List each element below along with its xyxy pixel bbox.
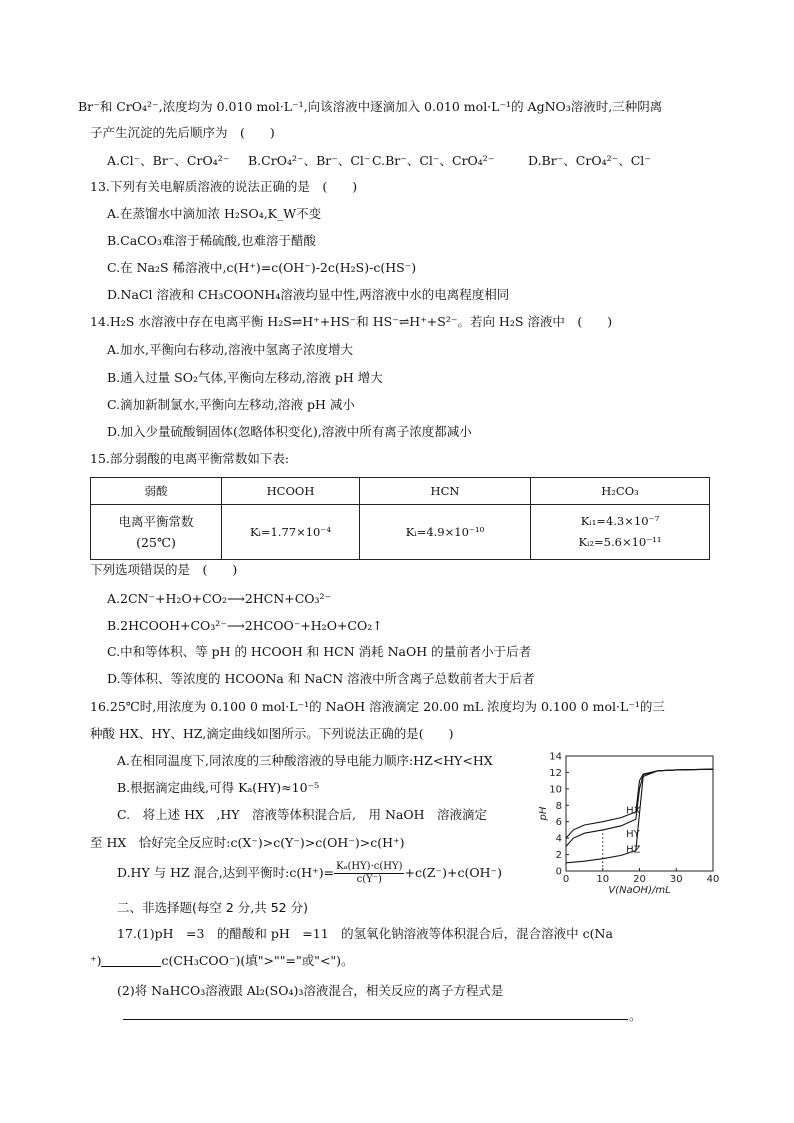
table-cell — [531, 505, 710, 560]
table-row — [91, 505, 710, 560]
q15-stem: 15.部分弱酸的电离平衡常数如下表: — [90, 451, 290, 466]
y-tick-label: 14 — [549, 751, 562, 763]
table-header-cell: HCN — [360, 478, 531, 505]
series-label-hz: HZ — [626, 844, 641, 856]
h2co3-k2: Kᵢ₂=5.6×10⁻¹¹ — [578, 535, 662, 549]
y-tick-label: 10 — [549, 784, 562, 796]
table-cell: Kᵢ=4.9×10⁻¹⁰ — [360, 505, 531, 560]
q13-option-b[interactable]: B.CaCO₃难溶于稀硫酸,也难溶于醋酸 — [107, 233, 316, 248]
q16-line1: 16.25℃时,用浓度为 0.100 0 mol·L⁻¹的 NaOH 溶液滴定 20.00 mL 浓度均为 0.100 0 mol·L⁻¹的三 — [90, 699, 665, 714]
series-line-hx — [566, 769, 713, 838]
ka-fraction — [334, 861, 404, 886]
q17-part1-lead: ⁺) — [90, 953, 102, 968]
q16-option-d[interactable] — [117, 858, 502, 888]
option-d-tail: +c(Z⁻)+c(OH⁻) — [404, 865, 502, 880]
table-header-cell: HCOOH — [222, 478, 360, 505]
q14-option-b[interactable]: B.通入过量 SO₂气体,平衡向左移动,溶液 pH 增大 — [107, 370, 383, 385]
q16-option-a[interactable]: A.在相同温度下,同浓度的三种酸溶液的导电能力顺序:HZ<HY<HX — [117, 753, 493, 768]
answer-line[interactable] — [123, 1019, 628, 1020]
fraction-numerator: Kₐ(HY)·c(HY) — [336, 861, 403, 872]
series-label-hy: HY — [626, 828, 640, 840]
q14-stem: 14.H₂S 水溶液中存在电离平衡 H₂S⇌H⁺+HS⁻和 HS⁻⇌H⁺+S²⁻。若向 H₂S 溶液中 ( ) — [90, 314, 613, 329]
y-tick-label: 6 — [555, 817, 562, 829]
section-2-title: 二、非选择题(每空 2 分,共 52 分) — [117, 900, 308, 915]
x-tick-label: 40 — [706, 874, 720, 885]
q12-option-a[interactable]: A.Cl⁻、Br⁻、CrO₄²⁻ — [107, 153, 230, 168]
q12-line1: Br⁻和 CrO₄²⁻,浓度均为 0.010 mol·L⁻¹,向该溶液中逐滴加入 0.010 mol·L⁻¹的 AgNO₃溶液时,三种阴离 — [78, 99, 663, 114]
fraction-denominator: c(Y⁻) — [356, 874, 382, 885]
q13-stem: 13.下列有关电解质溶液的说法正确的是 ( ) — [90, 179, 358, 194]
q12-option-b[interactable]: B.CrO₄²⁻、Br⁻、Cl⁻ — [248, 153, 371, 168]
titration-curve-chart — [536, 744, 726, 894]
q15-option-d[interactable]: D.等体积、等浓度的 HCOONa 和 NaCN 溶液中所含离子总数前者大于后者 — [107, 671, 535, 686]
q14-option-d[interactable]: D.加入少量硫酸铜固体(忽略体积变化),溶液中所有离子浓度都减小 — [107, 424, 472, 439]
q17-part2: (2)将 NaHCO₃溶液跟 Al₂(SO₄)₃溶液混合，相关反应的离子方程式是 — [117, 983, 504, 998]
x-tick-label: 20 — [633, 874, 646, 885]
row-label-line: (25℃) — [136, 535, 176, 550]
q12-option-d[interactable]: D.Br⁻、CrO₄²⁻、Cl⁻ — [528, 153, 651, 168]
series-label-hx: HX — [626, 805, 641, 817]
answer-blank[interactable] — [101, 952, 161, 967]
q17-part2-end: 。 — [629, 1008, 642, 1023]
q16-line2: 种酸 HX、HY、HZ,滴定曲线如图所示。下列说法正确的是( ) — [90, 726, 454, 741]
q15-prompt: 下列选项错误的是 ( ) — [90, 562, 238, 577]
q16-option-c-cont: 至 HX 恰好完全反应时:c(X⁻)>c(Y⁻)>c(OH⁻)>c(H⁺) — [90, 835, 405, 850]
x-tick-label: 10 — [596, 874, 610, 885]
q14-option-c[interactable]: C.滴加新制氯水,平衡向左移动,溶液 pH 减小 — [107, 397, 355, 412]
q17-part1-tail: c(CH₃COO⁻)(填">""="或"<")。 — [161, 953, 354, 968]
table-header-row — [91, 478, 710, 505]
dissociation-constant-table — [90, 477, 710, 560]
q15-option-b[interactable]: B.2HCOOH+CO₃²⁻⟶2HCOO⁻+H₂O+CO₂↑ — [107, 618, 383, 633]
row-label-line: 电离平衡常数 — [118, 514, 194, 529]
q13-option-c[interactable]: C.在 Na₂S 稀溶液中,c(H⁺)=c(OH⁻)-2c(H₂S)-c(HS⁻) — [107, 260, 417, 275]
y-tick-label: 2 — [555, 850, 562, 862]
option-d-lead: D.HY 与 HZ 混合,达到平衡时:c(H⁺)= — [117, 865, 335, 880]
h2co3-k1: Kᵢ₁=4.3×10⁻⁷ — [580, 514, 660, 528]
x-tick-label: 30 — [669, 874, 683, 885]
x-tick-label: 0 — [562, 874, 570, 885]
y-tick-label: 8 — [555, 800, 562, 812]
q17-part1-cont — [90, 952, 354, 970]
y-tick-label: 12 — [549, 767, 562, 779]
table-row-label — [91, 505, 222, 560]
y-tick-label: 0 — [555, 866, 562, 878]
q15-option-a[interactable]: A.2CN⁻+H₂O+CO₂⟶2HCN+CO₃²⁻ — [107, 591, 332, 606]
q13-option-d[interactable]: D.NaCl 溶液和 CH₃COONH₄溶液均显中性,两溶液中水的电离程度相同 — [107, 287, 510, 302]
q15-option-c[interactable]: C.中和等体积、等 pH 的 HCOOH 和 HCN 消耗 NaOH 的量前者小于后者 — [107, 644, 532, 659]
q16-option-b[interactable]: B.根据滴定曲线,可得 Kₐ(HY)≈10⁻⁵ — [117, 780, 320, 795]
table-header-cell: H₂CO₃ — [531, 478, 710, 505]
x-axis-label: V(NaOH)/mL — [608, 885, 671, 894]
q12-line2: 子产生沉淀的先后顺序为 ( ) — [90, 125, 275, 140]
table-cell: Kᵢ=1.77×10⁻⁴ — [222, 505, 360, 560]
table-header-cell: 弱酸 — [91, 478, 222, 505]
q12-option-c[interactable]: C.Br⁻、Cl⁻、CrO₄²⁻ — [372, 153, 495, 168]
q16-option-c[interactable]: C. 将上述 HX ,HY 溶液等体积混合后, 用 NaOH 溶液滴定 — [117, 807, 487, 822]
q13-option-a[interactable]: A.在蒸馏水中滴加浓 H₂SO₄,K_W不变 — [107, 206, 322, 221]
y-axis-label: pH — [538, 806, 549, 821]
y-tick-label: 4 — [555, 833, 562, 845]
q14-option-a[interactable]: A.加水,平衡向右移动,溶液中氢离子浓度增大 — [107, 342, 353, 357]
q17-part1: 17.(1)pH =3 的醋酸和 pH =11 的氢氧化钠溶液等体积混合后，混合溶液中 c(Na — [117, 926, 613, 941]
